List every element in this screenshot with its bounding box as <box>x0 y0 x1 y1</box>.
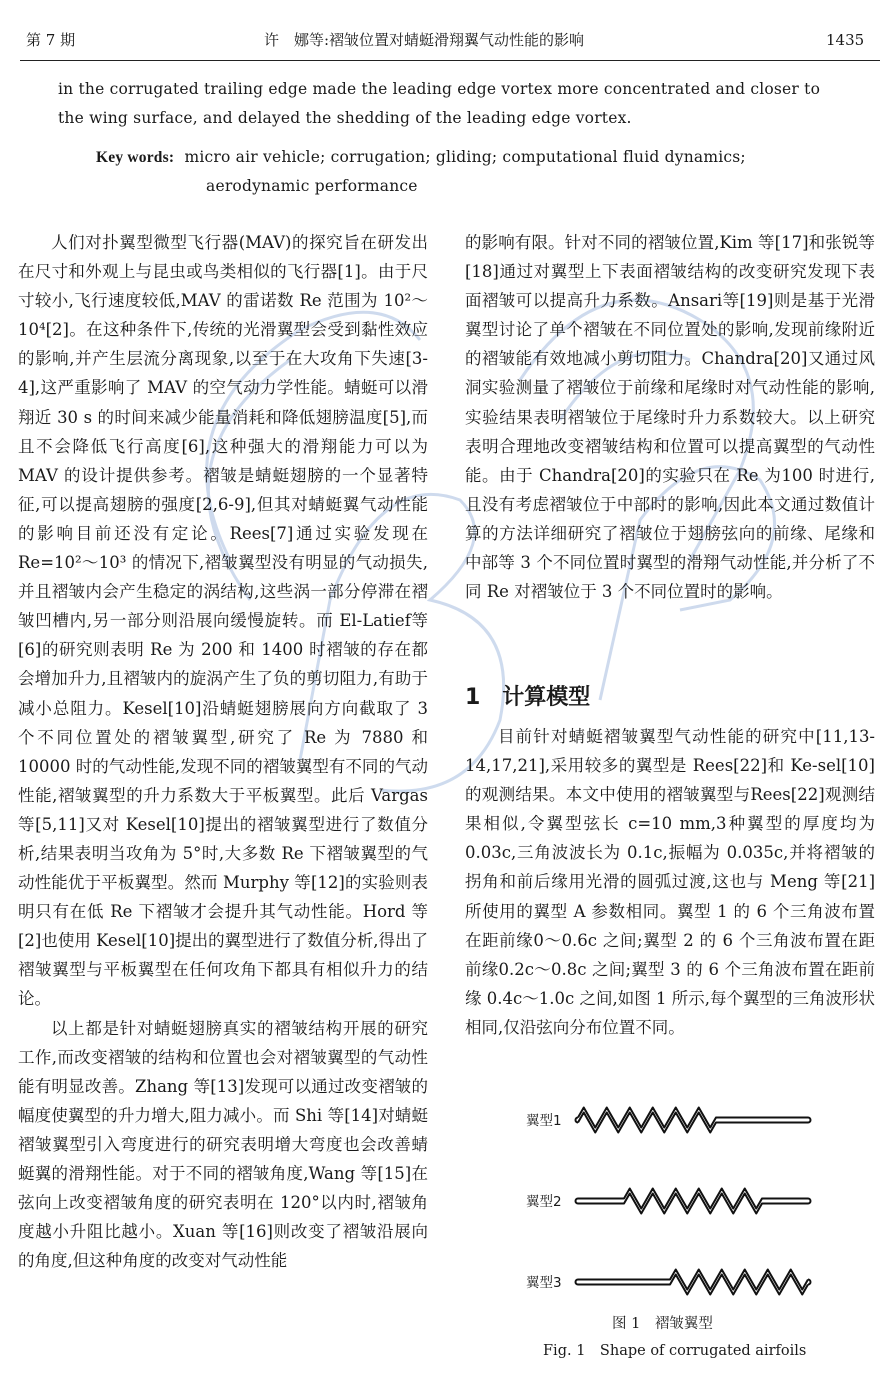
text-line: 等[6]的研究则表明 Re 为 200 和 1400 时褶皱的存 <box>18 611 429 660</box>
text-line: 因此本文通过数值计算的方法详细研究了褶皱位 <box>465 494 876 543</box>
airfoil-3-leading-edge <box>576 1280 579 1285</box>
text-line: 研究了 Re 为 7880 和 10000 时的气动性能,发现 <box>18 727 428 776</box>
text-line: 气动性能优于平板翼型。然而 Murphy 等[12]的 <box>18 843 429 893</box>
abstract-line: in the corrugated trailing edge made the leading edge vortex more concentrated and closer to <box>58 80 821 98</box>
airfoil-1-trailing-edge <box>808 1118 811 1123</box>
text-line: 但其对蜻蜓翼气动性能的影响目前还没有定论。 <box>18 494 429 543</box>
text-line: 切阻力,有助于减小总阻力。Kesel[10]沿蜻蜓翅 <box>18 669 428 718</box>
text-line: 张锐等[18]通过对翼型上下表面褶皱结构的改变 <box>465 233 875 282</box>
text-line: 幅为 0.035c,并将褶皱的拐角和前后缘用光滑的 <box>465 843 875 892</box>
text-line: 雷诺数 Re 范围为 10²～10⁴[2]。在这种条件下,传 <box>18 291 428 340</box>
text-line: 翅膀的一个显著特征,可以提高翅膀的强度[2,6-9], <box>18 465 429 514</box>
text-line: 翔性能。对于不同的褶皱角度,Wang 等[15]在弦 <box>18 1164 428 1213</box>
text-line: 褶皱翼型没有明显的气动损失,并且褶皱内会产 <box>18 553 428 602</box>
airfoil-1-leading-edge <box>576 1118 579 1123</box>
text-line: 的气动性能。由于 Chandra[20]的实验只在 Re 为 <box>465 436 876 485</box>
text-line: 何攻角下都具有相似升力的结论。 <box>18 960 429 1009</box>
text-line: 数相同。翼型 1 的 6 个三角波布置在距前缘0～ <box>465 901 875 950</box>
text-line: 人们对扑翼型微型飞行器(MAV)的探究旨 <box>51 233 361 252</box>
text-line: 行器[1]。由于尺寸较小,飞行速度较低,MAV 的 <box>18 262 429 311</box>
text-line: 升力系数大于平板翼型。此后 Vargas 等[5,11]又 <box>18 785 428 834</box>
airfoil-2-leading-edge <box>576 1199 579 1204</box>
text-line: 究表明合理地改变褶皱结构和位置可以提高翼型 <box>465 407 876 456</box>
abstract-text <box>58 75 848 133</box>
abstract-line: the wing surface, and delayed the shedding of the leading edge vortex. <box>58 109 632 127</box>
airfoil-3-trailing-edge <box>808 1280 811 1285</box>
corrugated-airfoils-figure <box>570 1098 820 1318</box>
text-line: 实验则表明只有在低 Re 下褶皱才会提升其气动 <box>18 873 429 922</box>
text-line: 性能。Hord 等[2]也使用 Kesel[10]提出的翼型进 <box>18 902 428 951</box>
airfoil-2-trailing-edge <box>808 1199 811 1204</box>
keywords-label: Key words: <box>96 149 175 166</box>
text-line: 的影响有限。针对不同的褶皱位置,Kim 等[17]和 <box>465 233 826 252</box>
figure-caption-en: Fig. 1 Shape of corrugated airfoils <box>543 1343 807 1359</box>
text-line: 的研究工作,而改变褶皱的结构和位置也会对褶 <box>18 1018 429 1067</box>
text-line: 在研发出在尺寸和外观上与昆虫或鸟类相似的飞 <box>18 233 429 282</box>
figure-label-airfoil-1: 翼型1 <box>526 1113 562 1129</box>
text-line: 不同的褶皱翼型有不同的气动性能,褶皱翼型的 <box>18 756 428 805</box>
text-line: 小剪切阻力。Chandra[20]又通过风洞实验测量了 <box>465 349 876 398</box>
text-line: 中[11,13-14,17,21],采用较多的翼型是 Rees[22]和 Ke- <box>465 727 876 776</box>
text-line: 阻力减小。而 Shi 等[14]对蜻蜓褶皱翼型引入弯 <box>18 1105 428 1154</box>
text-line: 结果表明褶皱位于尾缘时升力系数较大。以上研 <box>499 407 859 427</box>
text-line: Rees[7]通过实验发现在 Re=10²～10³ 的情况下, <box>18 523 429 573</box>
text-line: 以上都是针对蜻蜓翅膀真实的褶皱结构开展 <box>51 1018 378 1038</box>
text-line: 内,另一部分则沿展向缓慢旋转。而 El-Latief <box>69 611 411 631</box>
text-line: 三角波形状相同,仅沿弦向分布位置不同。 <box>465 988 875 1037</box>
paragraph <box>18 1014 428 1276</box>
text-line: 度[5],而且不会降低飞行高度[6],这种强大的滑翔 <box>18 407 429 456</box>
text-line: 现可以通过改变褶皱的幅度使翼型的升力增大, <box>18 1076 429 1125</box>
text-line: 目前针对蜻蜓褶皱翼型气动性能的研究 <box>498 727 799 746</box>
text-line: 能力可以为 MAV 的设计提供参考。褶皱是蜻蜓 <box>18 436 429 485</box>
section-title: 1 计算模型 <box>465 685 591 710</box>
text-line: 对 Kesel[10]提出的褶皱翼型进行了数值分析,结 <box>18 814 428 863</box>
text-line: 皱角度越小升阻比越小。Xuan 等[16]则改变了褶 <box>18 1193 429 1242</box>
running-header-title: 许 娜等:褶皱位置对蜻蜓滑翔翼气动性能的影响 <box>264 31 585 49</box>
text-line: 向上改变褶皱角度的研究表明在 120°以内时,褶 <box>35 1193 395 1213</box>
right-column-lower <box>465 722 875 1042</box>
text-line: 流分离现象,以至于在大攻角下失速[3-4],这严重 <box>18 349 428 398</box>
paragraph <box>465 722 875 1042</box>
figure-label-airfoil-3: 翼型3 <box>526 1275 562 1291</box>
text-line: 前缘 0.4c～1.0c 之间,如图 1 所示,每个翼型的 <box>465 959 875 1008</box>
text-line: 圆弧过渡,这也与 Meng 等[21]所使用的翼型 A 参 <box>465 872 876 921</box>
header-rule <box>20 60 880 61</box>
text-line: 膀展向方向截取了 3 个不同位置处的褶皱翼型, <box>18 698 429 747</box>
text-line: 100 时进行,且没有考虑褶皱位于中部时的影响, <box>465 465 876 514</box>
keywords-line: aerodynamic performance <box>206 177 418 195</box>
text-line: 度进行的研究表明增大弯度也会改善蜻蜓翼的滑 <box>18 1134 429 1183</box>
text-line: 皱翼型的气动性能有明显改善。Zhang 等[13]发 <box>18 1047 429 1096</box>
paragraph <box>18 228 428 1014</box>
text-line: 行了数值分析,得出了褶皱翼型与平板翼型在任 <box>18 931 428 980</box>
text-line: 褶皱位于前缘和尾缘时对气动性能的影响,实验 <box>465 378 875 427</box>
text-line: 近 30 s 的时间来减少能量消耗和降低翅膀温 <box>34 407 366 427</box>
text-line: 等[19]则是基于光滑翼型讨论了单个褶皱在不同 <box>465 291 876 340</box>
figure-label-airfoil-2: 翼型2 <box>526 1194 562 1210</box>
figure-caption-cn: 图 1 褶皱翼型 <box>612 1316 713 1332</box>
text-line: 种翼型的厚度均为 0.03c,三角波波长为 0.1c,振 <box>465 814 876 863</box>
text-line: 0.2c～0.8c 之间;翼型 3 的 6 个三角波布置在距 <box>498 959 859 979</box>
keywords-block <box>96 143 846 201</box>
page-number: 1435 <box>826 31 865 49</box>
text-line: Rees[22]观测结果相似,令翼型弦长 c=10 mm,3 <box>465 785 876 834</box>
text-line: 影响了 MAV 的空气动力学性能。蜻蜓可以滑翔 <box>18 378 428 427</box>
left-column <box>18 228 428 1275</box>
text-line: sel[10]的观测结果。本文中使用的褶皱翼型与 <box>465 756 875 805</box>
text-line: 生稳定的涡结构,这些涡一部分停滞在褶皱凹槽 <box>18 582 429 631</box>
right-column <box>465 228 875 606</box>
text-line: 皱沿展向的角度,但这种角度的改变对气动性能 <box>18 1222 429 1271</box>
paragraph <box>465 228 875 606</box>
text-line: 在都会增加升力,且褶皱内的旋涡产生了负的剪 <box>18 640 429 689</box>
text-line: 皱位于 3 个不同位置时的影响。 <box>547 582 783 602</box>
text-line: 于翅膀弦向的前缘、尾缘和中部等 3 个不同位置 <box>465 523 876 573</box>
text-line: 位置处的影响,发现前缘附近的褶皱能有效地减 <box>465 320 875 369</box>
text-line: 时翼型的滑翔气动性能,并分析了不同 Re 对褶 <box>465 553 875 602</box>
text-line: 统的光滑翼型会受到黏性效应的影响,并产生层 <box>18 320 428 369</box>
text-line: 果表明当攻角为 5°时,大多数 Re 下褶皱翼型的 <box>57 843 412 863</box>
running-header-issue: 第 7 期 <box>26 31 76 49</box>
text-line: 研究发现下表面褶皱可以提高升力系数。Ansari <box>465 262 875 311</box>
keywords-line: micro air vehicle; corrugation; gliding; computational fluid dynamics; <box>184 148 746 166</box>
text-line: 0.6c 之间;翼型 2 的 6 个三角波布置在距前缘 <box>465 930 875 979</box>
